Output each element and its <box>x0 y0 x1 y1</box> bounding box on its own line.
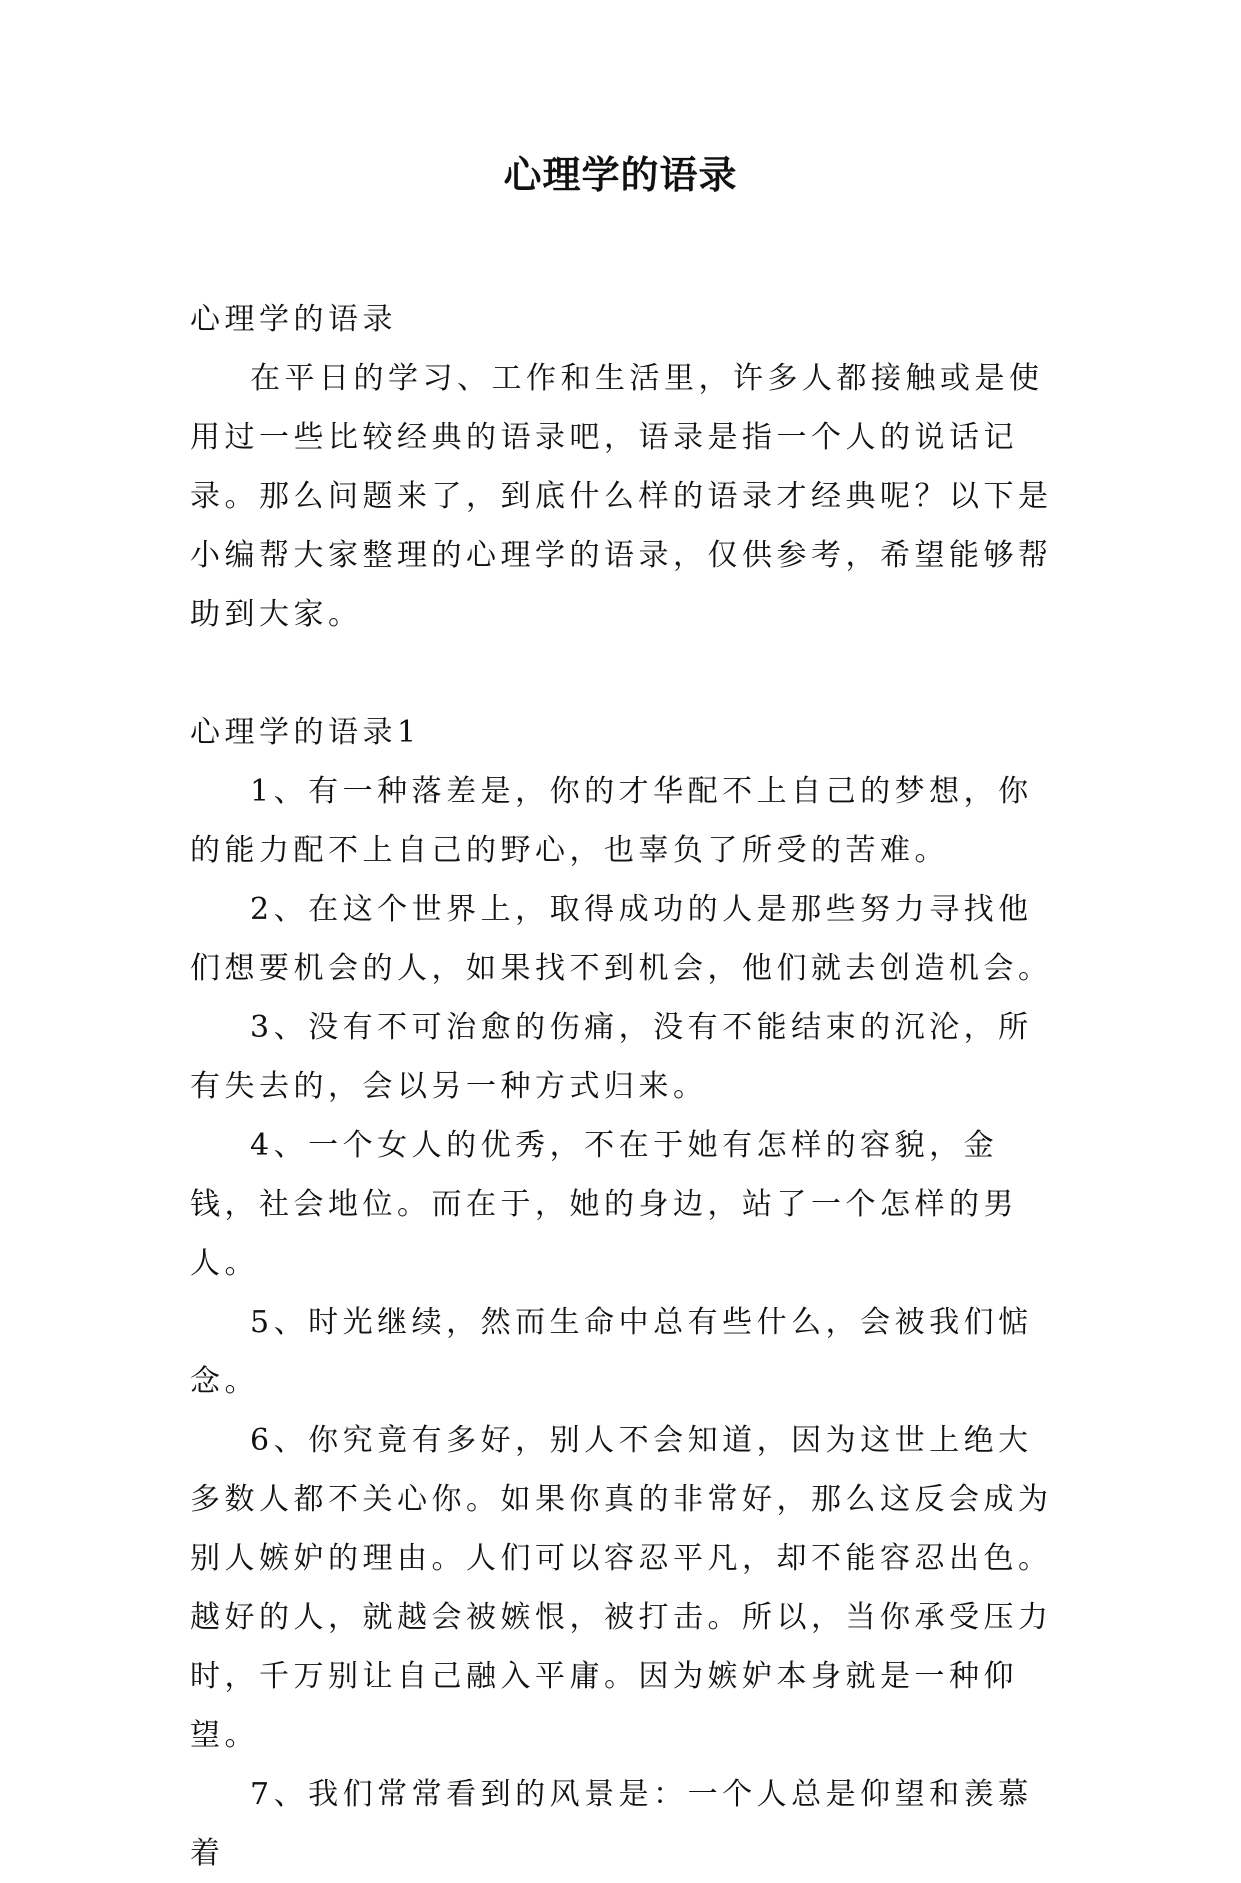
quote-paragraph: 6、你究竟有多好，别人不会知道，因为这世上绝大多数人都不关心你。如果你真的非常好，那么这反会成为别人嫉妒的理由。人们可以容忍平凡，却不能容忍出色。越好的人，就越会被嫉恨，被打击。所以，当你承受压力时，千万别让自己融入平庸。因为嫉妒本身就是一种仰望。 <box>190 1423 1053 1753</box>
quote-paragraph: 4、一个女人的优秀，不在于她有怎样的容貌，金钱，社会地位。而在于，她的身边，站了一个怎样的男人。 <box>190 1128 1018 1281</box>
quote-paragraph: 3、没有不可治愈的伤痛，没有不能结束的沉沦，所有失去的，会以另一种方式归来。 <box>190 1010 1033 1104</box>
intro-paragraph: 在平日的学习、工作和生活里，许多人都接触或是使用过一些比较经典的语录吧，语录是指一个人的说话记录。那么问题来了，到底什么样的语录才经典呢？以下是小编帮大家整理的心理学的语录，仅供参考，希望能够帮助到大家。 <box>190 361 1053 632</box>
quote-paragraph: 2、在这个世界上，取得成功的人是那些努力寻找他们想要机会的人，如果找不到机会，他们就去创造机会。 <box>190 892 1053 986</box>
document-body <box>190 290 1060 1883</box>
quote-paragraph: 5、时光继续，然而生命中总有些什么，会被我们惦念。 <box>190 1305 1033 1399</box>
section-heading: 心理学的语录1 <box>190 715 421 750</box>
quote-paragraph: 1、有一种落差是，你的才华配不上自己的梦想，你的能力配不上自己的野心，也辜负了所受的苦难。 <box>190 774 1033 868</box>
quote-paragraph: 7、我们常常看到的风景是：一个人总是仰望和羡慕着 <box>190 1777 1033 1871</box>
document-title: 心理学的语录 <box>503 153 738 197</box>
paragraph-spacer <box>190 644 1060 703</box>
document-subtitle: 心理学的语录 <box>190 302 397 337</box>
